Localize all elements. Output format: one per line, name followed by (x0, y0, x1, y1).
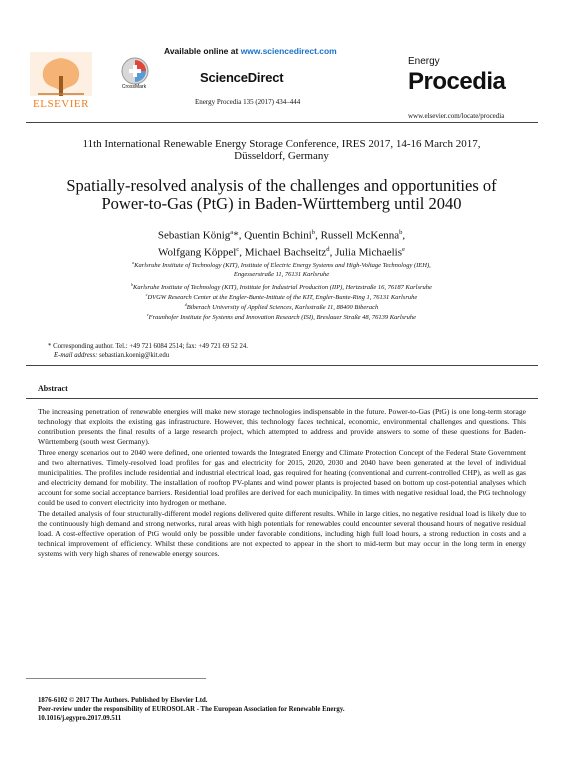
author-name: Julia Michaelis (335, 246, 402, 259)
correspondence (48, 342, 248, 360)
author-affil-mark: d (326, 245, 330, 253)
copyright-line: 1876-6102 © 2017 The Authors. Published by Elsevier Ltd. (38, 697, 208, 704)
available-online (164, 46, 337, 56)
author-name: Quentin Bchini (244, 229, 312, 242)
conference-line-1: 11th International Renewable Energy Storage Conference, IRES 2017, 14-16 March 2017, (82, 138, 481, 150)
author-name: Russell McKenna (320, 229, 400, 242)
affiliation-a: $^a$Karlsruhe Institute of Technology (KIT), Institute of Electric Energy Systems and High-Voltage Technology (IEH), Engesserstraße 11, 76131 Karlsruhe (132, 261, 431, 279)
abstract-paragraph: The detailed analysis of four structurally-different model regions delivered quite different results. While in large cities, no negative residual load is likely due to the continuously high demand and strong networks, rural areas with high potentials for renewables could encounter several thousand hours of negative residual load. A cost-effective operation of PtG would only be possible under favorable conditions, including high full load hours, a strong reduction in costs and a technical improvement of efficiency. Whilst these conditions are not expected to appear in the short to mid-term but may occur in the long term in energy systems with very high shares of renewable energy sources. (38, 508, 526, 559)
abstract-body (38, 407, 526, 559)
title-line-1: Spatially-resolved analysis of the challenges and opportunities of (66, 176, 497, 195)
affiliation-d: $^d$Biberach University of Applied Sciences, Karlsstraße 11, 88400 Biberach (184, 303, 379, 312)
abstract-heading-divider (26, 398, 538, 399)
doi-line[interactable]: 10.1016/j.egypro.2017.09.511 (38, 715, 122, 722)
affiliation-b: $^b$Karlsruhe Institute of Technology (KIT), Institute for Industrial Production (IIP), Hertzstraße 16, 76187 Karlsruhe (131, 283, 432, 292)
author-name: Wolfgang Köppel (158, 246, 237, 259)
abstract-heading: Abstract (38, 384, 68, 393)
journal-small-title: Energy (408, 56, 440, 67)
conference-info (40, 138, 523, 162)
copyright-footer (38, 696, 345, 723)
affiliation-e: $^e$Fraunhofer Institute for Systems and Innovation Research (ISI), Breslauer Straße 48, 76139 Karlsruhe (146, 313, 417, 322)
publisher-name: ELSEVIER (33, 98, 89, 110)
abstract-paragraph: Three energy scenarios out to 2040 were defined, one oriented towards the Integrated Energy and Climate Protection Concept of the Federal State Government and two alternatives. Timely-resolved load profiles for gas and electricity for 2015, 2020, 2030 and 2040 have been generated at the level of individual municipalities. The profiles include residential and industrial electrical load, gas required for heating (conventional and current-controlled CHP), as well as gas and electricity demand for mobility. The installation of rooftop PV-plants and wind power plants is projected based on bottom up cost-potential analyses which account for some social acceptance barriers. Residential load profiles are derived for each municipality. In times with negative residual load, the PtG technology could be used to convert electricity into hydrogen or methane. (38, 447, 526, 508)
journal-reference: Energy Procedia 135 (2017) 434–444 (195, 98, 301, 106)
conference-line-2: Düsseldorf, Germany (234, 150, 329, 162)
footer-divider (26, 678, 206, 679)
title-line-2: Power-to-Gas (PtG) in Baden-Württemberg until 2040 (101, 194, 462, 213)
author-affil-mark: a (230, 229, 234, 236)
corresponding-contact: * Corresponding author. Tel.: +49 721 6084 2514; fax: +49 721 69 52 24. (48, 343, 249, 350)
author-affil-mark: b (399, 229, 403, 236)
journal-large-title: Procedia (408, 68, 506, 95)
abstract-paragraph: The increasing penetration of renewable energies will make new storage technologies indispensable in the future. Power-to-Gas (PtG) is one long-term storage technology that exploits the existing gas infrastructure. However, this technology faces technical, economic, environmental challenges and questions. This contribution presents the final results of a large research project, which attempted to address and provide answers to some of these questions for Baden-Württemberg (south west Germany). (38, 407, 526, 447)
email-link[interactable]: sebastian.koenig@kit.edu (99, 352, 170, 359)
author-affil-mark: e (402, 245, 405, 253)
peer-review-line: Peer-review under the responsibility of EUROSOLAR - The European Association for Renewable Energy. (38, 706, 345, 713)
crossmark-label: CrossMark (121, 84, 147, 90)
corresponding-mark: * (233, 229, 239, 242)
author-affil-mark: b (311, 229, 316, 236)
abstract-top-divider (26, 365, 538, 366)
author-affil-mark: c (236, 245, 240, 253)
sciencedirect-link[interactable]: www.sciencedirect.com (240, 46, 337, 56)
affiliation-c: $^c$DVGW Research Center at the Engler-Bunte-Intitute of the KIT, Engler-Bunte-Ring 1, 76131 Karlsruhe (145, 293, 418, 302)
author-name: Sebastian König (157, 229, 231, 242)
author-list: Sebastian König$^a$*, Quentin Bchini$^b$, Russell McKenna$^b$, Wolfgang Köppel$^c$, Michael Bachseitz$^d$, Julia Michaelis$^e$ (157, 229, 406, 259)
email-label: E-mail address: (54, 352, 98, 359)
author-name: Michael Bachseitz (244, 246, 327, 259)
header-divider (26, 122, 538, 123)
journal-url[interactable]: www.elsevier.com/locate/procedia (408, 112, 505, 120)
paper-title (30, 177, 533, 213)
available-prefix: Available online at (164, 46, 241, 56)
crossmark-icon[interactable] (120, 56, 150, 86)
platform-name: ScienceDirect (200, 70, 284, 85)
